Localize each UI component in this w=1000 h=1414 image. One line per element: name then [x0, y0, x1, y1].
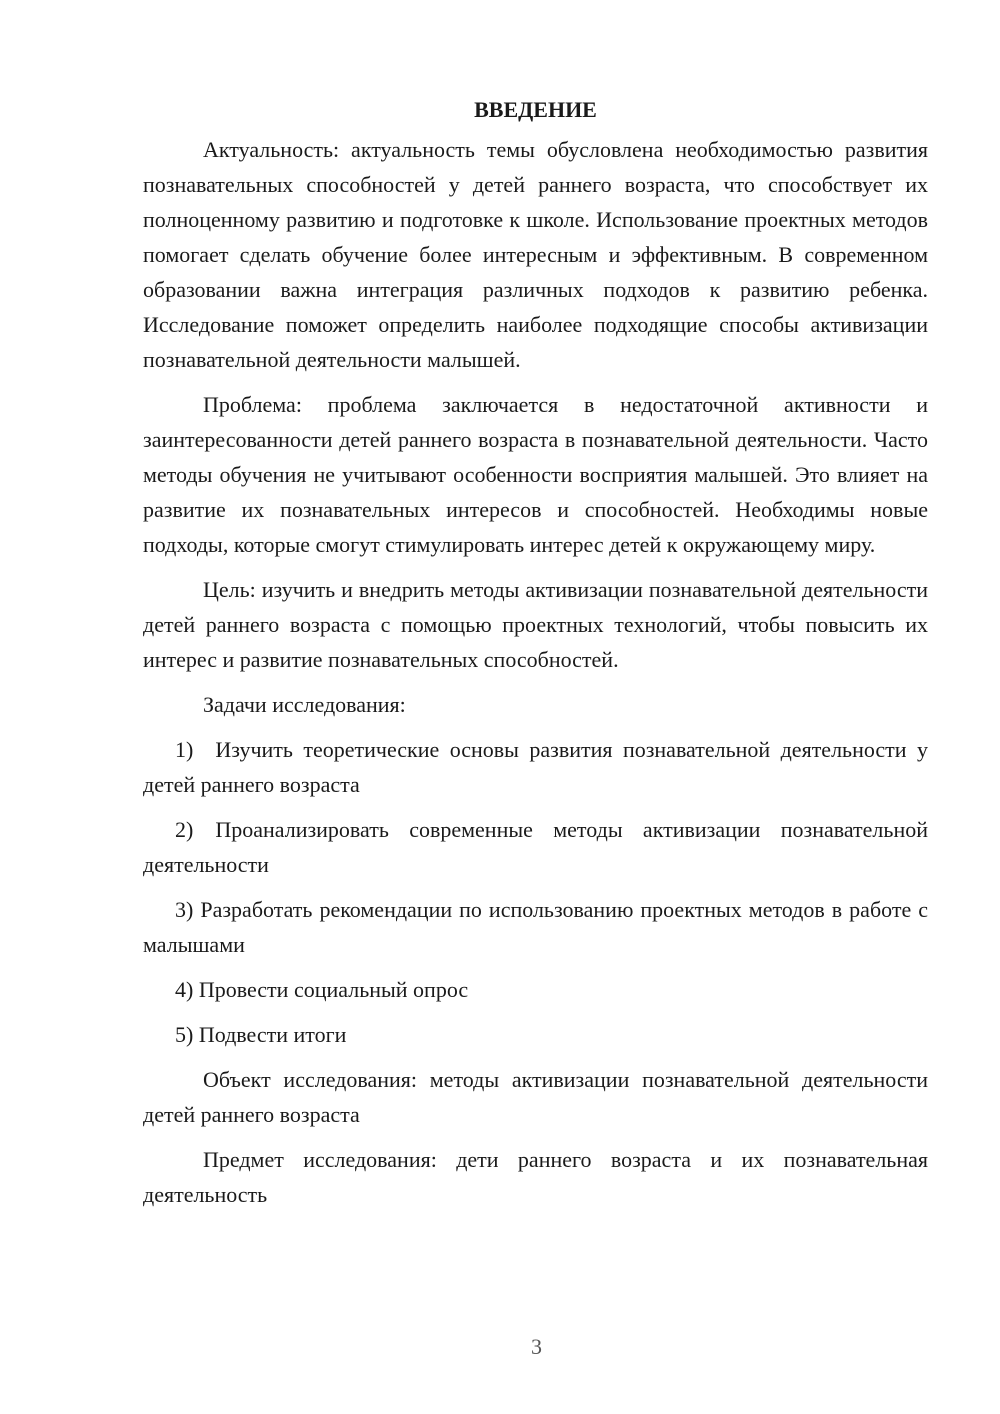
- task-number: 4): [175, 977, 194, 1002]
- paragraph-tasks-heading: Задачи исследования:: [203, 692, 406, 717]
- paragraph-object: Объект исследования: методы активизации познавательной деятельности детей раннего возраста: [143, 1067, 928, 1127]
- task-item: [143, 972, 928, 1007]
- task-text: Провести социальный опрос: [198, 977, 469, 1002]
- task-item: [143, 892, 928, 962]
- task-text: Подвести итоги: [198, 1022, 347, 1047]
- task-text: Проанализировать современные методы активизации познавательной деятельности: [143, 817, 928, 877]
- task-number: 2): [175, 817, 194, 842]
- task-text: Разработать рекомендации по использованию проектных методов в работе с малышами: [143, 897, 929, 957]
- paragraph-goal: Цель: изучить и внедрить методы активизации познавательной деятельности детей раннего возраста с помощью проектных технологий, чтобы повысить их интерес и развитие познавательных способностей.: [143, 577, 928, 672]
- document-page: [143, 96, 928, 1222]
- paragraph-relevance: Актуальность: актуальность темы обусловлена необходимостью развития познавательных способностей у детей раннего возраста, что способствует их полноценному развитию и подготовке к школе. Использование проектных методов помогает сделать обучение более интересным и эффективным. В современном образовании важна интеграция различных подходов к развитию ребенка. Исследование поможет определить наиболее подходящие способы активизации познавательной деятельности малышей.: [143, 137, 928, 372]
- task-item: [143, 1017, 928, 1052]
- task-text: Изучить теоретические основы развития познавательной деятельности у детей раннего возраста: [143, 737, 928, 797]
- paragraph-problem: Проблема: проблема заключается в недостаточной активности и заинтересованности детей раннего возраста в познавательной деятельности. Часто методы обучения не учитывают особенности восприятия малышей. Это влияет на развитие их познавательных интересов и способностей. Необходимы новые подходы, которые смогут стимулировать интерес детей к окружающему миру.: [143, 392, 928, 557]
- paragraph-subject: Предмет исследования: дети раннего возраста и их познавательная деятельность: [143, 1147, 928, 1207]
- task-item: [143, 732, 928, 802]
- task-number: 1): [175, 737, 194, 762]
- section-title: ВВЕДЕНИЕ: [474, 97, 597, 122]
- task-item: [143, 812, 928, 882]
- page-number: 3: [531, 1334, 542, 1359]
- task-number: 5): [175, 1022, 194, 1047]
- task-number: 3): [175, 897, 194, 922]
